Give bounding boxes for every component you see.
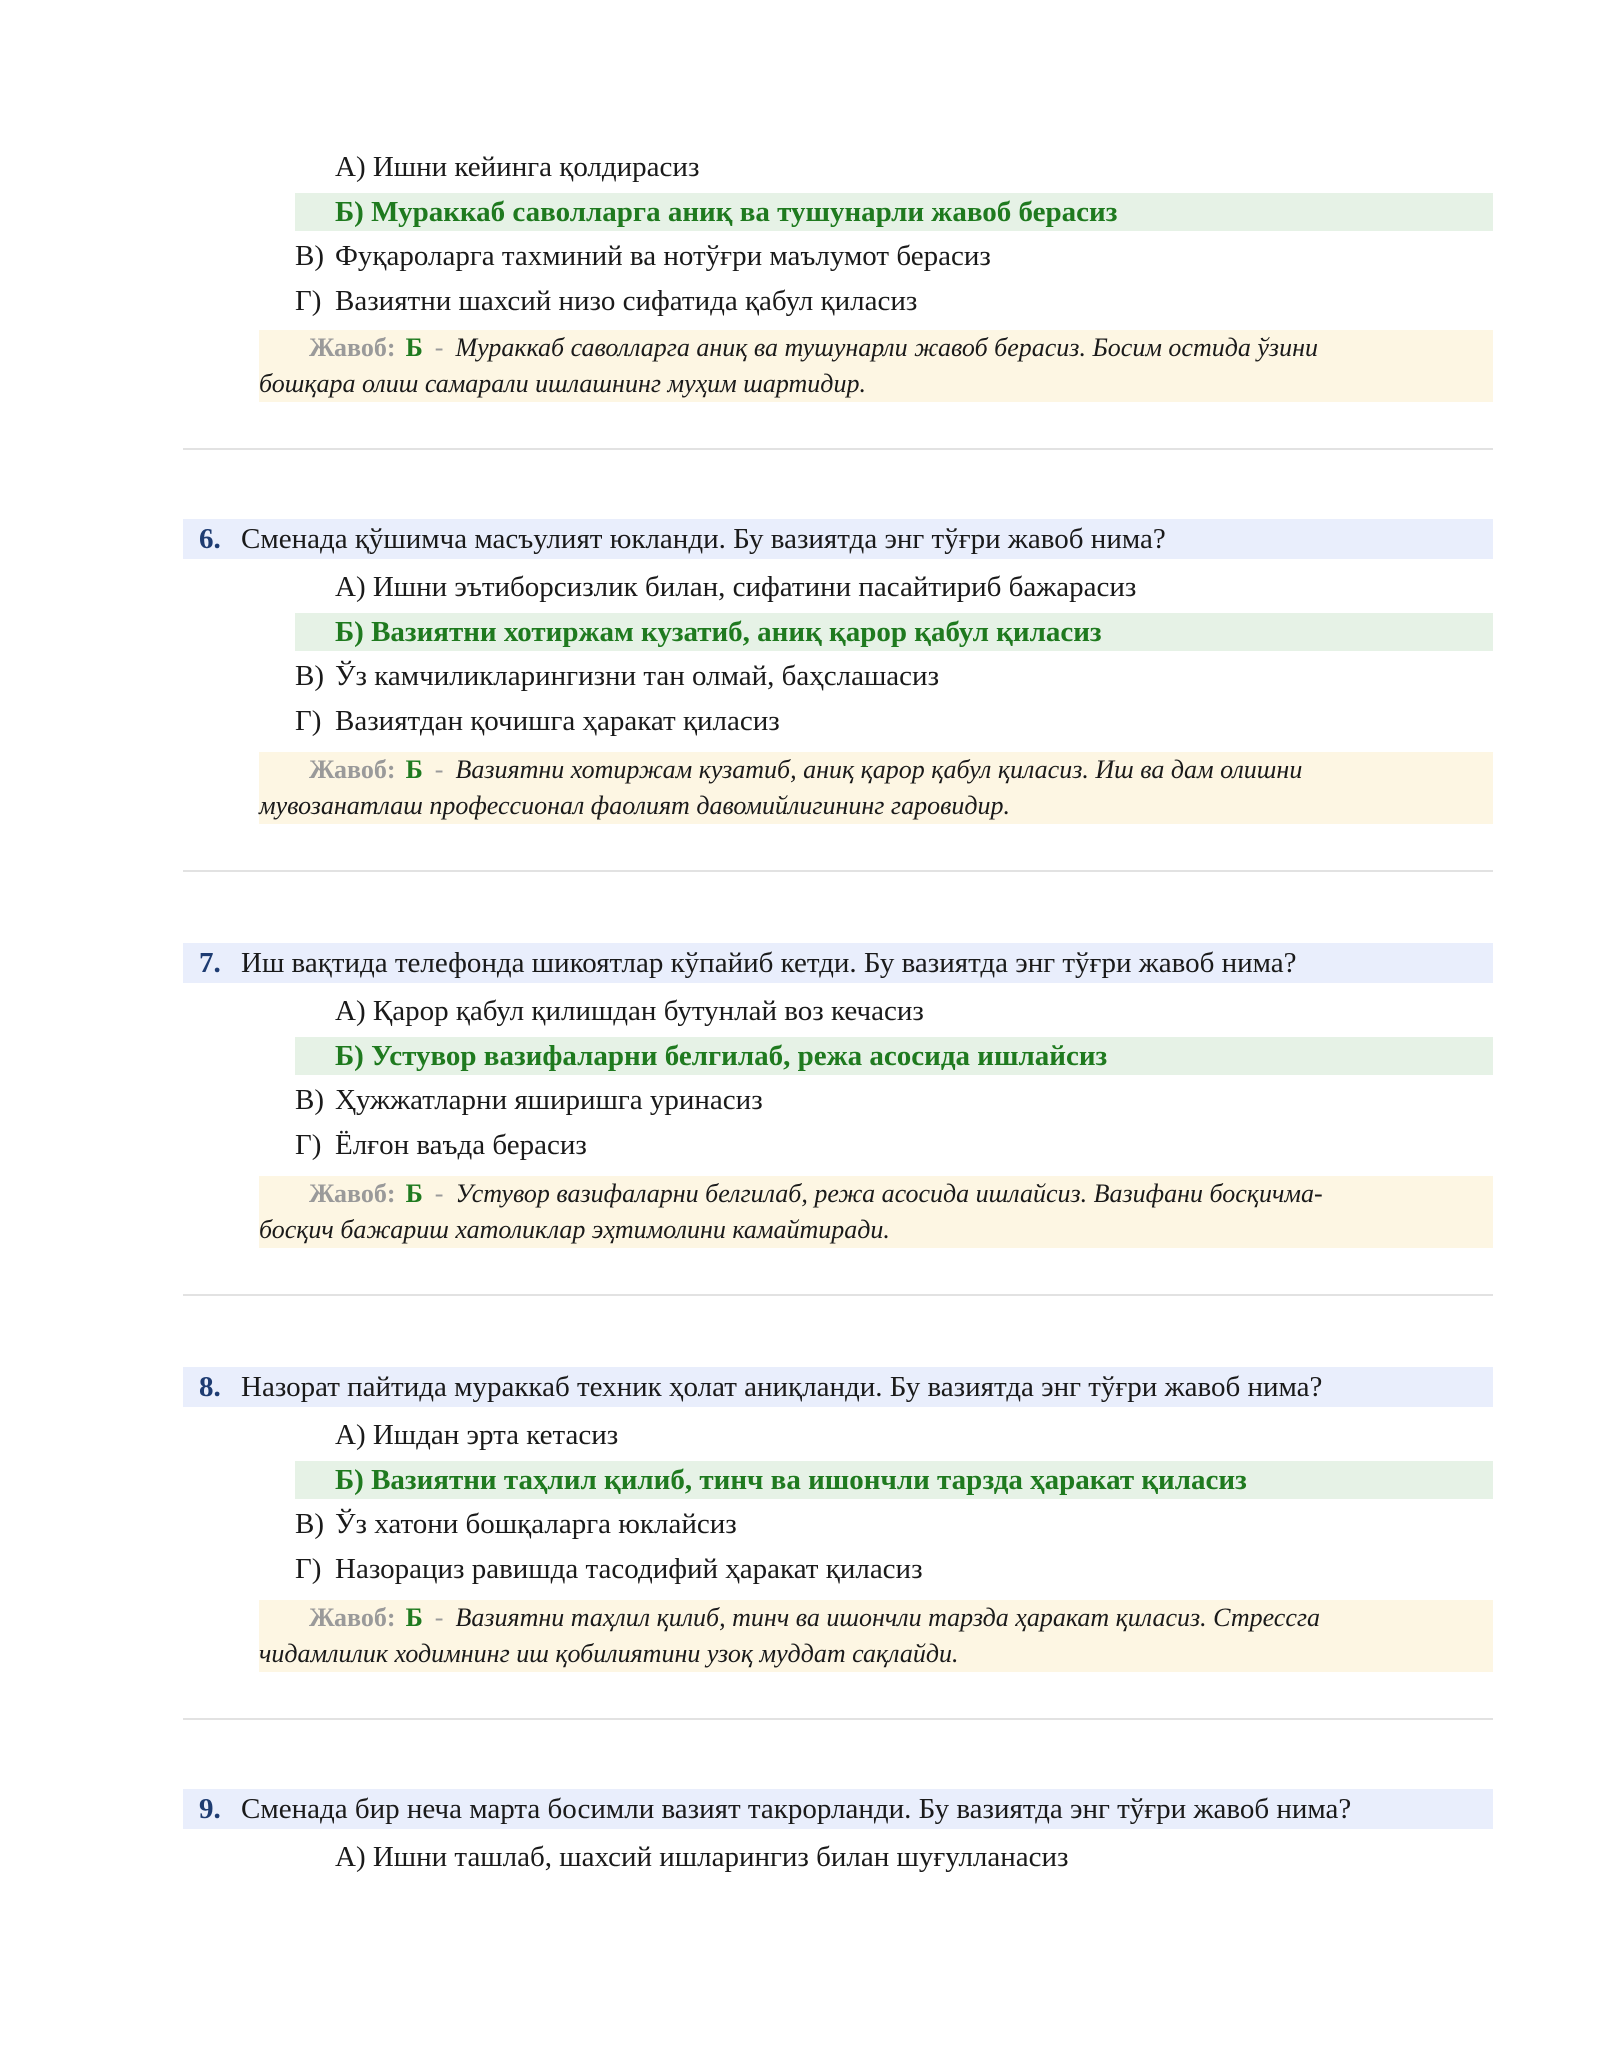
q7-option-c — [295, 1080, 763, 1120]
q7-option-a: А) Қарор қабул қилишдан бутунлай воз кечасиз — [335, 995, 924, 1027]
q5-answer-label: Жавоб: — [309, 333, 396, 362]
q6-option-d — [295, 701, 780, 741]
divider — [183, 870, 1493, 872]
q7-answer-text-2: босқич бажариш хатоликлар эҳтимолини камайтиради. — [259, 1215, 890, 1244]
q9-number: 9. — [199, 1793, 221, 1825]
q5-option-d-text: Вазиятни шахсий низо сифатида қабул қиласиз — [335, 285, 918, 317]
q8-question: Назорат пайтида мураккаб техник ҳолат аниқланди. Бу вазиятда энг тўғри жавоб нима? — [241, 1371, 1323, 1403]
q5-option-c — [295, 236, 991, 276]
q6-answer-line-1 — [309, 752, 1302, 788]
q6-option-c-letter: В) — [295, 660, 324, 692]
q8-answer-key: Б — [405, 1603, 423, 1632]
q8-heading — [183, 1367, 1493, 1407]
q9-question: Сменада бир неча марта босимли вазият такрорланди. Бу вазиятда энг тўғри жавоб нима? — [241, 1793, 1352, 1825]
q6-option-d-text: Вазиятдан қочишга ҳаракат қиласиз — [335, 705, 780, 737]
q8-option-c-text: Ўз хатони бошқаларга юклайсиз — [335, 1508, 737, 1540]
q8-answer-dash: - — [434, 1603, 444, 1632]
q7-option-c-letter: В) — [295, 1084, 324, 1116]
q7-answer-key: Б — [405, 1179, 423, 1208]
q7-option-b-correct: Б) Устувор вазифаларни белгилаб, режа асосида ишлайсиз — [295, 1037, 1493, 1075]
q8-answer-box — [259, 1600, 1493, 1672]
q6-question: Сменада қўшимча масъулият юкланди. Бу вазиятда энг тўғри жавоб нима? — [241, 523, 1166, 555]
q5-answer-line-1 — [309, 330, 1318, 366]
q8-option-d-text: Назорациз равишда тасодифий ҳаракат қиласиз — [335, 1553, 923, 1585]
q7-number: 7. — [199, 947, 221, 979]
q8-number: 8. — [199, 1371, 221, 1403]
q5-option-c-text: Фуқароларга тахминий ва нотўғри маълумот берасиз — [335, 240, 991, 272]
divider — [183, 1294, 1493, 1296]
q6-answer-key: Б — [405, 755, 423, 784]
q7-option-d-text: Ёлғон ваъда берасиз — [335, 1129, 587, 1161]
q9-heading — [183, 1789, 1493, 1829]
q6-option-b-correct: Б) Вазиятни хотиржам кузатиб, аниқ қарор қабул қиласиз — [295, 613, 1493, 651]
q5-answer-dash: - — [434, 333, 444, 362]
q7-answer-line-1 — [309, 1176, 1323, 1212]
q6-answer-label: Жавоб: — [309, 755, 396, 784]
q7-answer-dash: - — [434, 1179, 444, 1208]
q5-answer-text-1: Мураккаб саволларга аниқ ва тушунарли жавоб берасиз. Босим остида ўзини — [455, 333, 1318, 362]
q5-option-d — [295, 281, 917, 321]
q8-option-d — [295, 1549, 923, 1589]
q7-answer-box — [259, 1176, 1493, 1248]
q8-option-c — [295, 1504, 737, 1544]
q7-question: Иш вақтида телефонда шикоятлар кўпайиб кетди. Бу вазиятда энг тўғри жавоб нима? — [241, 947, 1297, 979]
q5-answer-text-2: бошқара олиш самарали ишлашнинг муҳим шартидир. — [259, 369, 866, 398]
q6-option-c-text: Ўз камчиликларингизни тан олмай, баҳслашасиз — [335, 660, 940, 692]
q7-heading — [183, 943, 1493, 983]
q6-answer-text-1: Вазиятни хотиржам кузатиб, аниқ қарор қабул қиласиз. Иш ва дам олишни — [455, 755, 1303, 784]
q7-answer-label: Жавоб: — [309, 1179, 396, 1208]
q8-answer-line-1 — [309, 1600, 1320, 1636]
q8-option-d-letter: Г) — [295, 1553, 322, 1585]
q6-answer-text-2: мувозанатлаш профессионал фаолият давомийлигининг гаровидир. — [259, 791, 1011, 820]
q9-option-a: А) Ишни ташлаб, шахсий ишларингиз билан шуғулланасиз — [335, 1841, 1069, 1873]
q5-answer-box — [259, 330, 1493, 402]
q6-number: 6. — [199, 523, 221, 555]
q6-option-a: А) Ишни эътиборсизлик билан, сифатини пасайтириб бажарасиз — [335, 571, 1137, 603]
q8-option-a: А) Ишдан эрта кетасиз — [335, 1419, 619, 1451]
q7-option-d-letter: Г) — [295, 1129, 322, 1161]
q6-option-c — [295, 656, 939, 696]
q7-answer-text-1: Устувор вазифаларни белгилаб, режа асосида ишлайсиз. Вазифани босқичма- — [455, 1179, 1323, 1208]
q6-answer-box — [259, 752, 1493, 824]
q8-option-b-correct: Б) Вазиятни таҳлил қилиб, тинч ва ишончли тарзда ҳаракат қиласиз — [295, 1461, 1493, 1499]
q5-option-a: А) Ишни кейинга қолдирасиз — [335, 151, 700, 183]
q8-answer-label: Жавоб: — [309, 1603, 396, 1632]
q7-option-d — [295, 1125, 587, 1165]
q8-answer-text-1: Вазиятни таҳлил қилиб, тинч ва ишончли тарзда ҳаракат қиласиз. Стрессга — [455, 1603, 1321, 1632]
q7-option-c-text: Ҳужжатларни яширишга уринасиз — [335, 1084, 763, 1116]
q6-answer-dash: - — [434, 755, 444, 784]
q5-option-c-letter: В) — [295, 240, 324, 272]
q8-option-c-letter: В) — [295, 1508, 324, 1540]
divider — [183, 1718, 1493, 1720]
divider — [183, 448, 1493, 450]
q8-answer-text-2: чидамлилик ходимнинг иш қобилиятини узоқ муддат сақлайди. — [259, 1639, 959, 1668]
q5-answer-key: Б — [405, 333, 423, 362]
q5-option-b-correct: Б) Мураккаб саволларга аниқ ва тушунарли жавоб берасиз — [295, 193, 1493, 231]
q6-heading — [183, 519, 1493, 559]
q6-option-d-letter: Г) — [295, 705, 322, 737]
q5-option-d-letter: Г) — [295, 285, 322, 317]
